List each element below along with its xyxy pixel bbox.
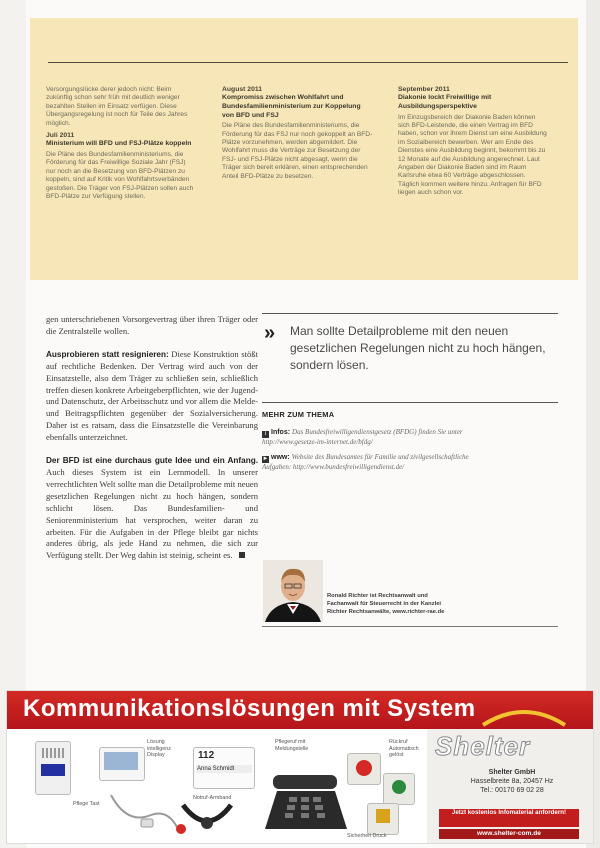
paragraph-lead: Der BFD ist eine durchaus gute Idee und ein Anfang. xyxy=(46,456,258,466)
pull-switch-icon xyxy=(367,803,399,835)
ad-title: Kommunikationslösungen mit System xyxy=(23,695,476,722)
item-link[interactable]: Website des Bundesamtes für Familie und zivilgesellschaftliche Aufgaben: http://www.bundesfreiwilligendienst.de/ xyxy=(262,453,469,472)
timeline-column-1 xyxy=(46,86,194,204)
end-mark-icon xyxy=(239,552,245,558)
wristband-icon xyxy=(177,801,237,837)
product-label: Sicherheit Druck xyxy=(347,833,387,839)
timeline-date: Juli 2011 xyxy=(46,132,75,140)
info-icon: i xyxy=(262,431,269,438)
more-info-item xyxy=(262,428,498,447)
company-street: Hasselbreite 8a, 20457 Hz xyxy=(470,777,554,785)
article-paragraph xyxy=(46,455,258,562)
timeline-intro: Versorgungslücke derer jedoch nicht: Beim zukünftig schon sehr früh mit deutlich weniger bezahlten Stellen im Einsatz verfügen. Diese Übergangsregelung ist noch für Teile des Jahres möglich. xyxy=(46,86,188,127)
timeline-text: Die Pläne des Bundesfamilienministeriums, die Förderung für das FSJ nur noch gekoppelt an BFD-Plätze vorzunehmen, werden abgemildert. Die Wohlfahrt muss die Verträge zur Besetzung der FSJ- und FSJ-Plätze nicht abgesagt, wenn die Träger sich bereit erklären, einen entsprechenden Anteil BFD-Plätze zu besetzen. xyxy=(222,122,373,180)
author-line: Richter Rechtsanwälte, www.richter-rae.de xyxy=(327,608,445,615)
timeline-top-rule xyxy=(48,62,568,63)
article-body xyxy=(46,314,258,573)
article-paragraph: gen unterschriebenen Vorsorgevertrag über ihren Träger oder die Zentralstelle wollen. xyxy=(46,314,258,336)
product-label: Rückruf Automatisch gelöst xyxy=(389,739,419,759)
timeline-column-3 xyxy=(398,82,548,201)
reset-panel-icon xyxy=(383,773,415,805)
paragraph-text: Diese Konstruktion stößt auf rechtliche Bedenken. Der Vertrag wird auch von der Einsatzstelle, also dem Träger zu schließen sein, schließlich treffen diesen konkrete Arbeitgeberpflichten, wie der Jugend- und Datenschutz, der Arbeitsschutz und vor allem die Melde- und Beitragspflichten gegenüber der Sozialversicherung. Daher ist es ratsam, dass die Einsatzstelle die Vereinbarung ebenfalls unterzeichnet. xyxy=(46,348,258,443)
more-info-item xyxy=(262,453,498,472)
timeline-text: Im Einzugsbereich der Diakonie Baden können sich BFD-Leistende, die einen Vertrag im BFD haben, schon vor ihrem Dienst um eine Ausbildung im Sozialbereich bewerben. Wer am Ende des Dienstes eine Ausbildung beginnt, bekommt bis zu 12 Monate auf die Ausbildung angerechnet. Laut Angaben der Diakonie Baden sind im Raum Karlsruhe etwa 60 Verträge abgeschlossen. Täglich kommen weitere hinzu. Anfragen für BFD liegen auch schon vor. xyxy=(398,113,547,197)
shelter-address xyxy=(437,769,587,795)
product-label: Notruf-Armband xyxy=(193,795,232,801)
quote-mark-icon: » xyxy=(264,322,272,344)
quote-bottom-rule xyxy=(262,402,558,403)
desk-phone-icon xyxy=(259,769,351,839)
shelter-url-link[interactable]: www.shelter-com.de xyxy=(439,829,579,839)
timeline-heading: Ministerium will BFD und FSJ-Plätze koppeln xyxy=(46,140,192,148)
company-phone: Tel.: 00170 69 02 28 xyxy=(480,786,544,794)
item-tag: www: xyxy=(271,454,290,462)
item-tag: Infos: xyxy=(271,429,291,436)
item-link[interactable]: Das Bundesfreiwilligendienstgesetz (BFDG) finden Sie unter http://www.gesetze-im-internet.de/bfdg/ xyxy=(262,428,463,446)
author-bio xyxy=(327,593,477,616)
shelter-logo: Shelter xyxy=(435,731,531,761)
sign-number: 112 xyxy=(198,750,215,761)
timeline-column-2 xyxy=(222,82,374,184)
intercom-device-icon xyxy=(35,741,71,795)
call-panel-icon xyxy=(347,753,381,785)
web-icon: ► xyxy=(262,456,269,463)
timeline-date: September 2011 xyxy=(398,86,450,93)
paragraph-lead: Ausprobieren statt resignieren: xyxy=(46,349,169,359)
product-label: Lösung intelligenz Display xyxy=(147,739,171,759)
advertisement[interactable] xyxy=(6,690,594,844)
cta-banner[interactable]: Jetzt kostenlos Infomaterial anfordern! xyxy=(439,809,579,827)
article-paragraph xyxy=(46,349,258,444)
author-portrait xyxy=(263,560,323,622)
product-label: Pflegeruf mit Meldungstelle xyxy=(275,739,309,752)
product-label: Pflege Tast xyxy=(73,801,100,807)
author-line: Fachanwalt für Steuerrecht in der Kanzlei xyxy=(327,600,442,607)
more-info-heading: MEHR ZUM THEMA xyxy=(262,410,335,419)
pull-quote: Man sollte Detailprobleme mit den neuen gesetzlichen Regelungen nicht zu hoch hängen, sondern lösen. xyxy=(290,324,546,372)
more-info-list xyxy=(262,428,498,479)
timeline-heading: Kompromiss zwischen Wohlfahrt und Bundesfamilienministerium zur Koppelung von BFD und FSJ xyxy=(222,94,361,119)
quote-top-rule xyxy=(262,313,558,314)
touch-display-icon xyxy=(99,747,145,781)
door-sign-icon xyxy=(193,747,255,789)
timeline-heading: Diakonie lockt Freiwillige mit Ausbildungsperspektive xyxy=(398,94,492,110)
author-bottom-rule xyxy=(262,626,558,627)
timeline-date: August 2011 xyxy=(222,86,263,93)
paragraph-text: Auch dieses System ist ein Lernmodell. In unserer verrechtlichten Welt sollte man die Detailprobleme mit neuen gesetzlichen Regelungen nicht zu hoch hängen, sondern schlicht lösen. Das Bundesfamilien- und Seniorenministerium hat versprochen, weiter daran zu arbeiten. Für die Aufgaben in der Pflege bleibt gar nichts anderes übrig, als jede Hand zu nehmen, die sich zur Verfügung stellt. Der Weg dahin ist steinig, scheint es. xyxy=(46,466,258,561)
sign-name: Anna Schmidt xyxy=(196,765,252,773)
company-name: Shelter GmbH xyxy=(488,769,536,776)
author-line: Ronald Richter ist Rechtsanwalt und xyxy=(327,593,428,599)
timeline-text: Die Pläne des Bundesfamilienministeriums, die Förderung für das Freiwillige Soziale Jahr (FSJ) nur noch an die Besetzung von BFD-Plätzen zu koppeln, sind auf Kritik von Wohlfahrtsverbänden gestoßen. Die Träger von FSJ-Plätzen sollen auch BFD-Plätze zur Verfügung stellen. xyxy=(46,151,194,201)
shelter-roof-icon xyxy=(479,705,569,727)
